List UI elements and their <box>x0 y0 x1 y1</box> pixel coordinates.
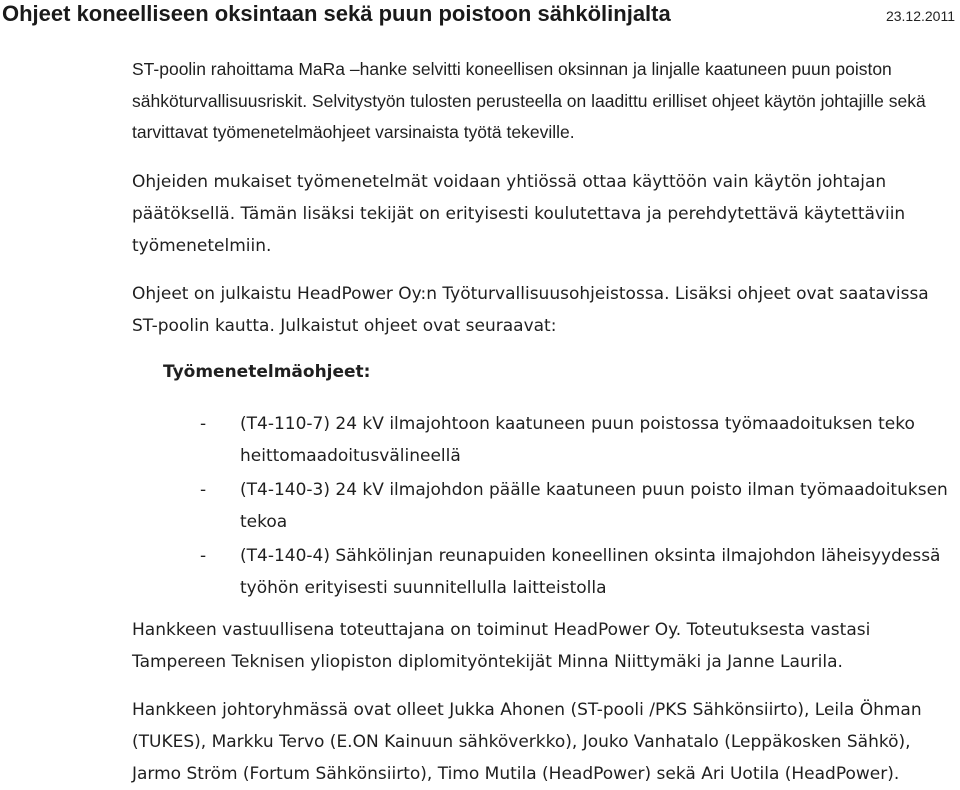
list-item-text: (T4-110-7) 24 kV ilmajohtoon kaatuneen puun poistossa työmaadoituksen teko heittomaadoitusvälineellä <box>240 414 915 466</box>
document-title: Ohjeet koneelliseen oksintaan sekä puun poistoon sähkölinjalta <box>2 1 671 26</box>
list-item <box>200 408 954 472</box>
list-bullet: - <box>200 480 207 500</box>
steering-group-paragraph: Hankkeen johtoryhmässä ovat olleet Jukka Ahonen (ST-pooli /PKS Sähkönsiirto), Leila Öhman (TUKES), Markku Tervo (E.ON Kainuun sähköverkko), Jouko Vanhatalo (Leppäkosken Sähkö), Jarmo Ström (Fortum Sähkönsiirto), Timo Mutila (HeadPower) sekä Ari Uotila (HeadPower). <box>132 700 922 784</box>
document-date: 23.12.2011 <box>885 8 955 24</box>
usage-paragraph: Ohjeiden mukaiset työmenetelmät voidaan yhtiössä ottaa käyttöön vain käytön johtajan päätöksellä. Tämän lisäksi tekijät on erityisesti koulutettava ja perehdytettävä käytettäviin työmenetelmiin. <box>132 172 906 256</box>
method-instructions-list <box>200 408 954 606</box>
method-instructions-heading: Työmenetelmäohjeet: <box>163 362 371 382</box>
implementation-paragraph: Hankkeen vastuullisena toteuttajana on toiminut HeadPower Oy. Toteutuksesta vastasi Tampereen Teknisen yliopiston diplomityöntekijät Minna Niittymäki ja Janne Laurila. <box>132 620 871 672</box>
list-bullet: - <box>200 414 207 434</box>
list-item <box>200 474 954 538</box>
publication-paragraph: Ohjeet on julkaistu HeadPower Oy:n Työturvallisuusohjeistossa. Lisäksi ohjeet ovat saatavissa ST-poolin kautta. Julkaistut ohjeet ovat seuraavat: <box>132 284 929 336</box>
list-item-text: (T4-140-3) 24 kV ilmajohdon päälle kaatuneen puun poisto ilman työmaadoituksen tekoa <box>240 480 948 532</box>
list-item <box>200 540 954 604</box>
document-header <box>0 0 960 34</box>
intro-paragraph: ST-poolin rahoittama MaRa –hanke selvitti koneellisen oksinnan ja linjalle kaatuneen puun poiston sähköturvallisuusriskit. Selvitystyön tulosten perusteella on laadittu erilliset ohjeet käytön johtajille sekä tarvittavat työmenetelmäohjeet varsinaista työtä tekeville. <box>132 59 926 142</box>
list-item-text: (T4-140-4) Sähkölinjan reunapuiden koneellinen oksinta ilmajohdon läheisyydessä työhön erityisesti suunnitellulla laitteistolla <box>240 546 941 598</box>
list-bullet: - <box>200 546 207 566</box>
